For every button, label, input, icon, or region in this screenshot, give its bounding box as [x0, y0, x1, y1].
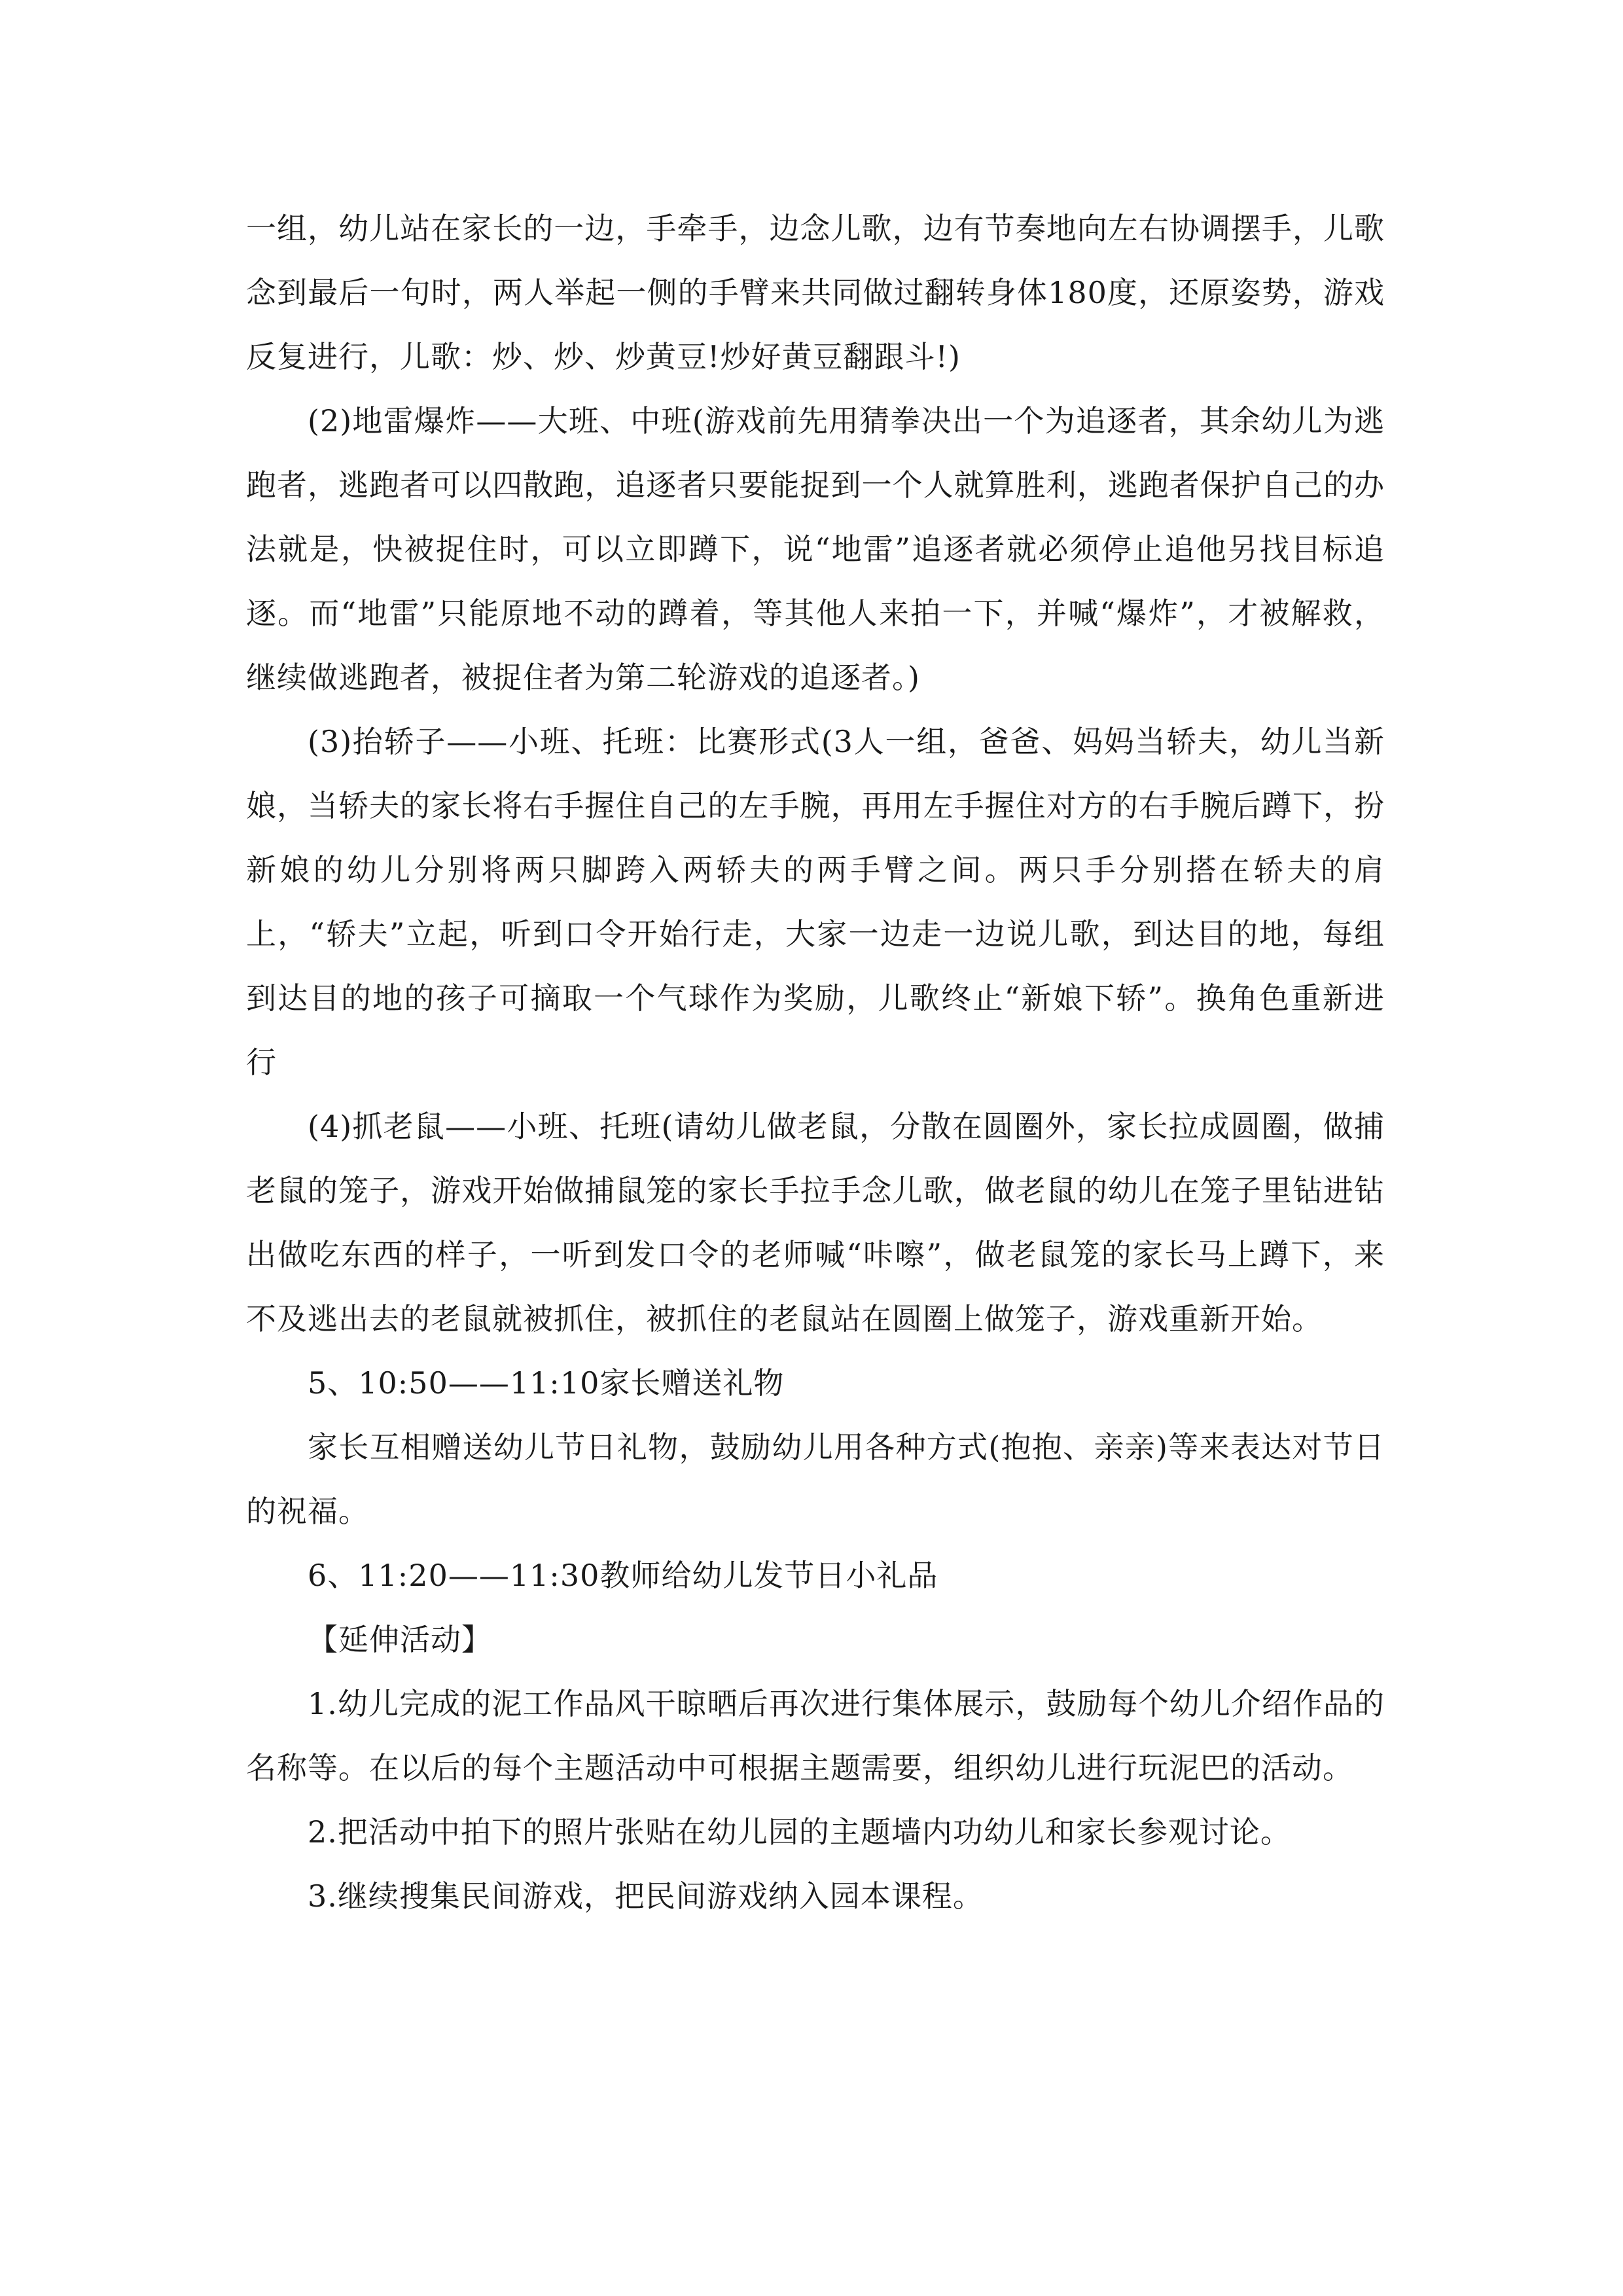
paragraph-1-continued: 一组，幼儿站在家长的一边，手牵手，边念儿歌，边有节奏地向左右协调摆手，儿歌念到最后一句时，两人举起一侧的手臂来共同做过翻转身体180度，还原姿势，游戏反复进行，儿歌：炒、炒、炒黄豆!炒好黄豆翻跟斗!) — [246, 211, 1385, 374]
extension-item-3: 3.继续搜集民间游戏，把民间游戏纳入园本课程。 — [308, 1878, 984, 1914]
paragraph-gifts: 家长互相赠送幼儿节日礼物，鼓励幼儿用各种方式(抱抱、亲亲)等来表达对节日的祝福。 — [246, 1429, 1385, 1529]
extension-item-2: 2.把活动中拍下的照片张贴在幼儿园的主题墙内功幼儿和家长参观讨论。 — [308, 1814, 1291, 1850]
extension-item-1: 1.幼儿完成的泥工作品风干晾晒后再次进行集体展示，鼓励每个幼儿介绍作品的名称等。在以后的每个主题活动中可根据主题需要，组织幼儿进行玩泥巴的活动。 — [246, 1686, 1385, 1785]
section-heading-extension: 【延伸活动】 — [308, 1622, 492, 1657]
schedule-item-6: 6、11:20——11:30教师给幼儿发节日小礼品 — [308, 1558, 938, 1593]
paragraph-game-2: (2)地雷爆炸——大班、中班(游戏前先用猜拳决出一个为追逐者，其余幼儿为逃跑者，逃跑者可以四散跑，追逐者只要能捉到一个人就算胜利，逃跑者保护自己的办法就是，快被捉住时，可以立即蹲下，说“地雷”追逐者就必须停止追他另找目标追逐。而“地雷”只能原地不动的蹲着，等其他人来拍一下，并喊“爆炸”，才被解救，继续做逃跑者，被捉住者为第二轮游戏的追逐者。) — [246, 403, 1385, 695]
document-body — [246, 196, 1385, 1928]
paragraph-game-4: (4)抓老鼠——小班、托班(请幼儿做老鼠，分散在圆圈外，家长拉成圆圈，做捕老鼠的笼子，游戏开始做捕鼠笼的家长手拉手念儿歌，做老鼠的幼儿在笼子里钻进钻出做吃东西的样子，一听到发口令的老师喊“咔嚓”，做老鼠笼的家长马上蹲下，来不及逃出去的老鼠就被抓住，被抓住的老鼠站在圆圈上做笼子，游戏重新开始。 — [246, 1109, 1385, 1336]
paragraph-game-3: (3)抬轿子——小班、托班：比赛形式(3人一组，爸爸、妈妈当轿夫，幼儿当新娘，当轿夫的家长将右手握住自己的左手腕，再用左手握住对方的右手腕后蹲下，扮新娘的幼儿分别将两只脚跨入两轿夫的两手臂之间。两只手分别搭在轿夫的肩上，“轿夫”立起，听到口令开始行走，大家一边走一边说儿歌，到达目的地，每组到达目的地的孩子可摘取一个气球作为奖励，儿歌终止“新娘下轿”。换角色重新进行 — [246, 724, 1385, 1080]
schedule-item-5: 5、10:50——11:10家长赠送礼物 — [308, 1365, 785, 1401]
